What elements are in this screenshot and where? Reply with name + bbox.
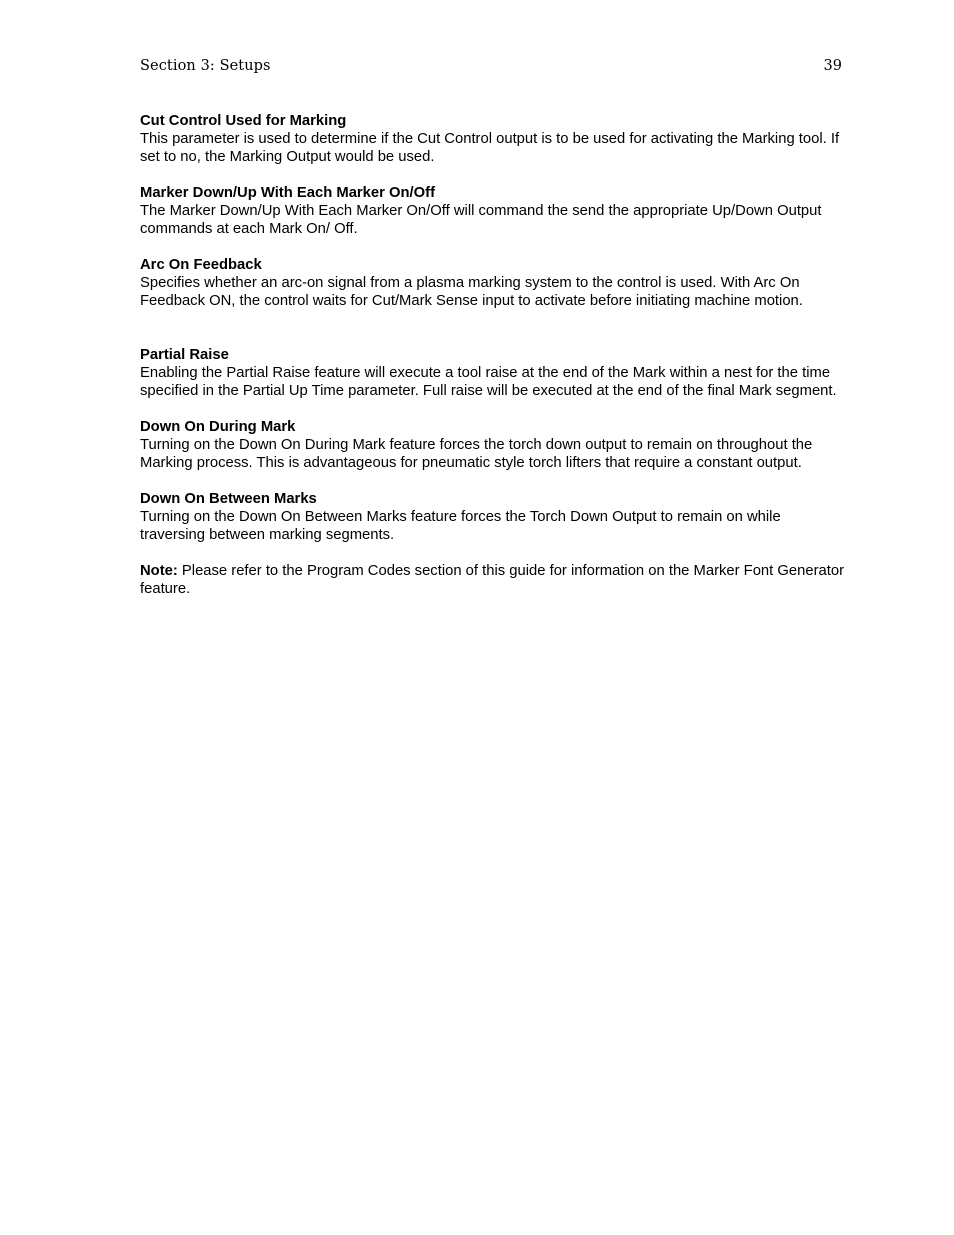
- section-title: Cut Control Used for Marking: [140, 113, 347, 129]
- section-title: Down On During Mark: [140, 419, 296, 435]
- page-header: [140, 57, 842, 77]
- section-label: Section 3: Setups: [140, 58, 271, 74]
- page-number: 39: [823, 58, 842, 74]
- section-title: Arc On Feedback: [140, 257, 262, 273]
- section-text: This parameter is used to determine if the Cut Control output is to be used for activating the Marking tool. If set to no, the Marking Output would be used.: [140, 131, 840, 165]
- section-title: Down On Between Marks: [140, 491, 317, 507]
- section-text: The Marker Down/Up With Each Marker On/Off will command the send the appropriate Up/Down Output commands at each Mark On/ Off.: [140, 203, 822, 237]
- section-title: Marker Down/Up With Each Marker On/Off: [140, 185, 436, 201]
- document-body: [140, 112, 845, 616]
- section-text: Turning on the Down On Between Marks feature forces the Torch Down Output to remain on while traversing between marking segments.: [140, 509, 781, 543]
- note-paragraph: [140, 562, 845, 598]
- note-text: Please refer to the Program Codes section of this guide for information on the Marker Font Generator feature.: [140, 563, 845, 597]
- section-text: Specifies whether an arc-on signal from a plasma marking system to the control is used. With Arc On Feedback ON, the control waits for Cut/Mark Sense input to activate before initiating machine motion.: [140, 275, 803, 309]
- section-text: Enabling the Partial Raise feature will execute a tool raise at the end of the Mark within a nest for the time specified in the Partial Up Time parameter. Full raise will be executed at the end of the final Mark segment.: [140, 365, 837, 399]
- note-block: [140, 562, 845, 598]
- section-arc-on-feedback: [140, 256, 845, 310]
- section-cut-control-used-for-marking: [140, 112, 845, 166]
- section-down-on-during-mark: [140, 418, 845, 472]
- section-title: Partial Raise: [140, 347, 229, 363]
- section-marker-down-up: [140, 184, 845, 238]
- section-text: Turning on the Down On During Mark feature forces the torch down output to remain on throughout the Marking process. This is advantageous for pneumatic style torch lifters that require a constant output.: [140, 437, 813, 471]
- section-down-on-between-marks: [140, 490, 845, 544]
- note-label: Note:: [140, 563, 178, 579]
- section-partial-raise: [140, 346, 845, 400]
